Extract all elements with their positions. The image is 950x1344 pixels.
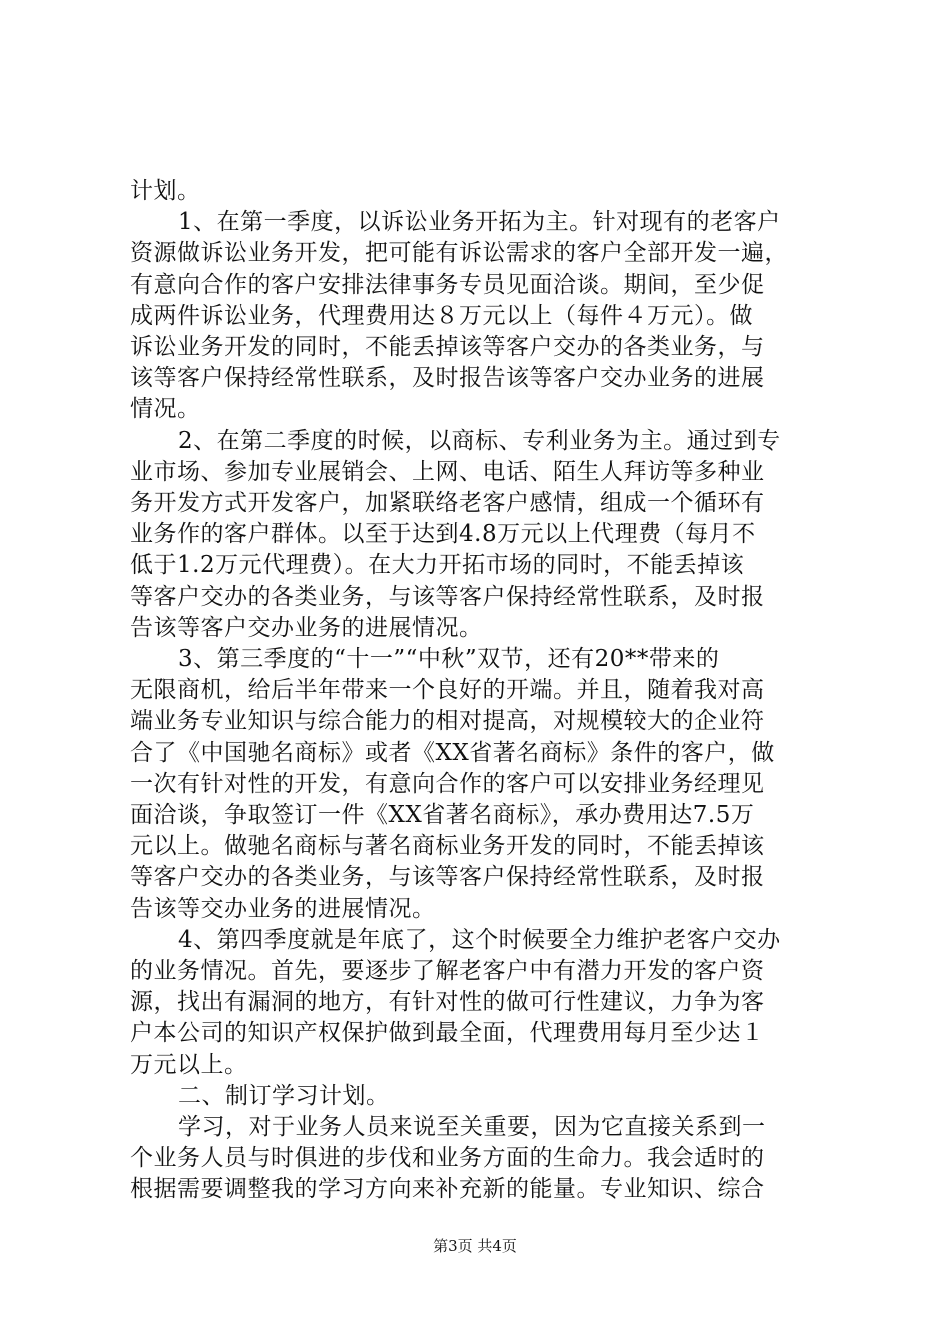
text-line: 1、在第一季度，以诉讼业务开拓为主。针对现有的老客户 xyxy=(178,209,781,236)
text-line: 万元以上。 xyxy=(130,1051,248,1078)
text-line: 等客户交办的各类业务，与该等客户保持经常性联系，及时报 xyxy=(130,864,765,891)
text-line: 学习，对于业务人员来说至关重要，因为它直接关系到一 xyxy=(178,1114,766,1140)
text-line: 无限商机，给后半年带来一个良好的开端。并且，随着我对高 xyxy=(130,677,765,704)
text-line: 一次有针对性的开发，有意向合作的客户可以安排业务经理见 xyxy=(130,770,765,797)
text-line: 低于1.2万元代理费）。在大力开拓市场的同时，不能丢掉该 xyxy=(130,552,745,579)
text-line: 面洽谈，争取签订一件《XX省著名商标》，承办费用达7.5万 xyxy=(130,802,755,828)
text-line: 元以上。做驰名商标与著名商标业务开发的同时，不能丢掉该 xyxy=(130,833,765,860)
text-line: 情况。 xyxy=(130,396,201,423)
text-line: 成两件诉讼业务，代理费用达８万元以上（每件４万元）。做 xyxy=(130,302,753,329)
text-line: 3、第三季度的“十一”“中秋”双节，还有20**带来的 xyxy=(178,646,720,672)
text-line: 个业务人员与时俱进的步伐和业务方面的生命力。我会适时的 xyxy=(130,1145,765,1172)
text-line: 的业务情况。首先，要逐步了解老客户中有潜力开发的客户资 xyxy=(130,958,765,984)
text-line: 端业务专业知识与综合能力的相对提高，对规模较大的企业符 xyxy=(130,708,765,735)
text-line: 务开发方式开发客户，加紧联络老客户感情，组成一个循环有 xyxy=(130,490,765,516)
text-line: 4、第四季度就是年底了，这个时候要全力维护老客户交办 xyxy=(178,926,781,953)
text-line: 资源做诉讼业务开发，把可能有诉讼需求的客户全部开发一遍， xyxy=(130,240,788,267)
text-line: 计划。 xyxy=(130,178,201,204)
text-line: 源，找出有漏洞的地方，有针对性的做可行性建议，力争为客 xyxy=(130,989,765,1016)
text-line: 有意向合作的客户安排法律事务专员见面洽谈。期间，至少促 xyxy=(130,271,765,298)
text-line: 业市场、参加专业展销会、上网、电话、陌生人拜访等多种业 xyxy=(130,458,765,485)
text-line: 等客户交办的各类业务，与该等客户保持经常性联系，及时报 xyxy=(130,583,765,610)
page-number-footer: 第3页 共4页 xyxy=(433,1237,517,1255)
text-line: 户本公司的知识产权保护做到最全面，代理费用每月至少达１ xyxy=(130,1020,765,1047)
text-line: 告该等交办业务的进展情况。 xyxy=(130,895,436,922)
text-line: 二、制订学习计划。 xyxy=(178,1082,390,1109)
text-line: 根据需要调整我的学习方向来补充新的能量。专业知识、综合 xyxy=(130,1176,765,1203)
text-line: 该等客户保持经常性联系，及时报告该等客户交办业务的进展 xyxy=(130,365,765,392)
text-line: 诉讼业务开发的同时，不能丢掉该等客户交办的各类业务，与 xyxy=(130,334,765,360)
text-line: 合了《中国驰名商标》或者《XX省著名商标》条件的客户，做 xyxy=(130,739,775,766)
text-line: 业务作的客户群体。以至于达到4.8万元以上代理费（每月不 xyxy=(130,521,756,548)
text-line: 2、在第二季度的时候，以商标、专利业务为主。通过到专 xyxy=(178,427,781,454)
text-line: 告该等客户交办业务的进展情况。 xyxy=(130,614,483,641)
